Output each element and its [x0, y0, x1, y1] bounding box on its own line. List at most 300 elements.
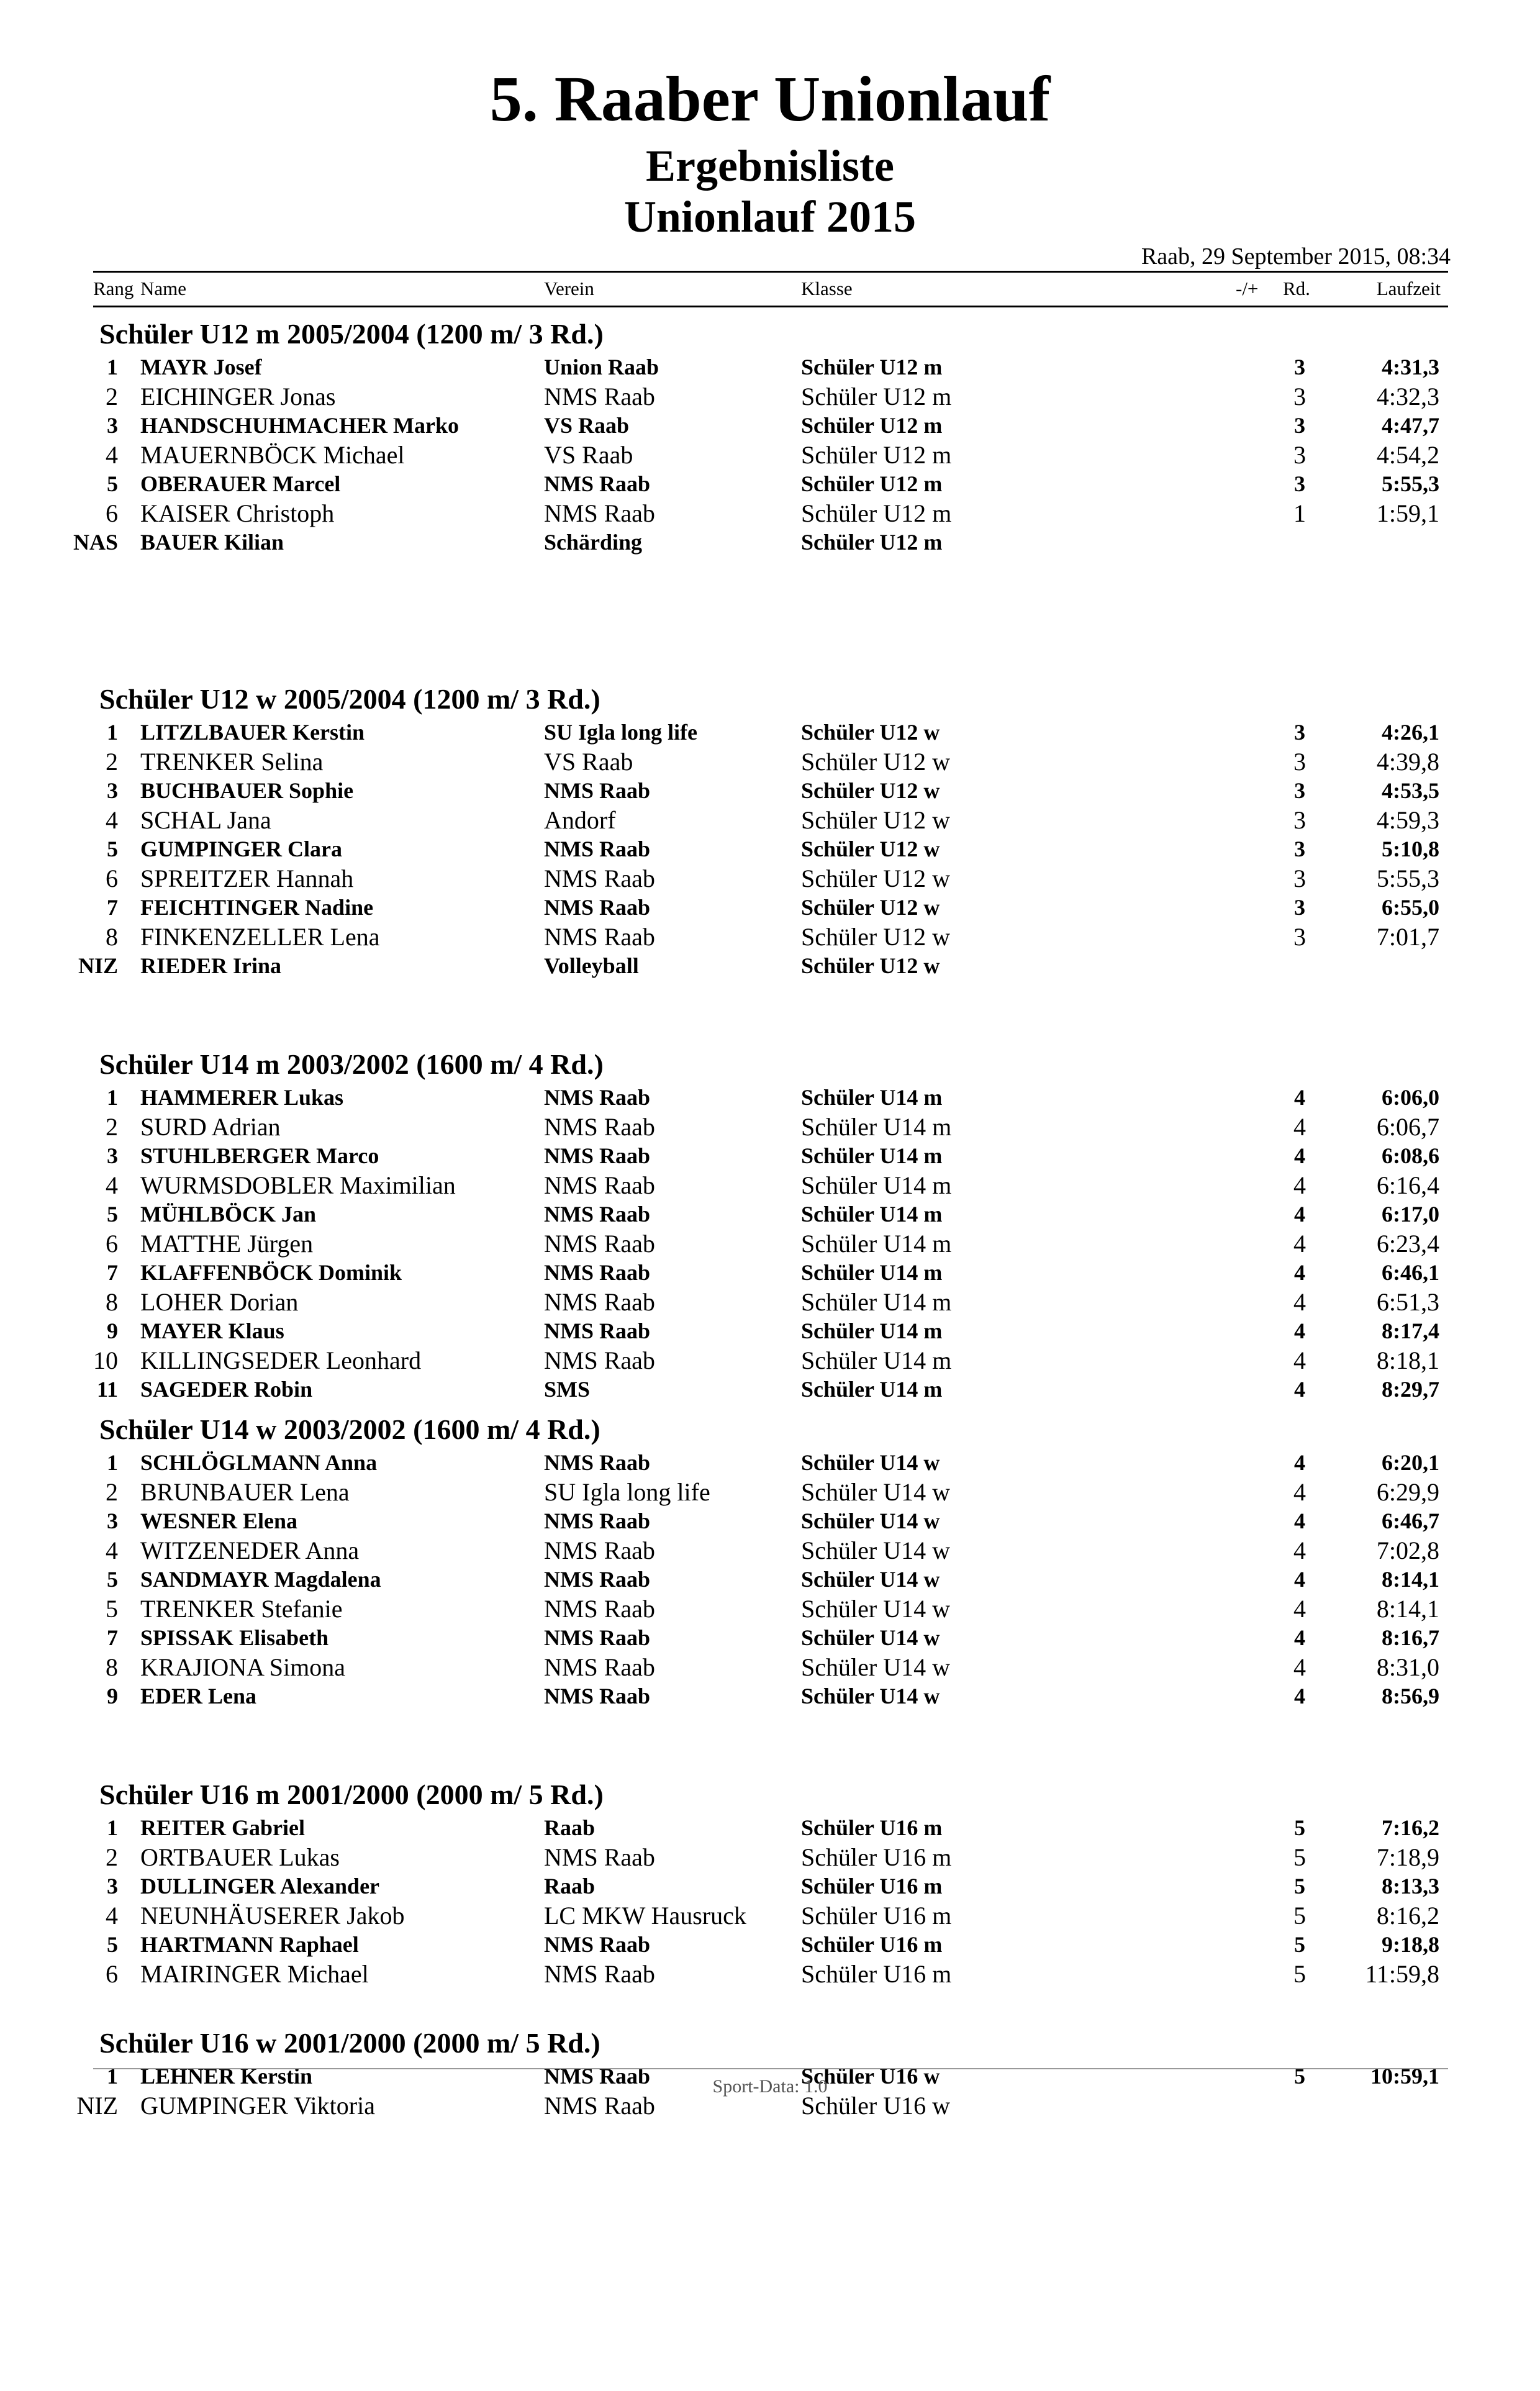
date-stamp: Raab, 29 September 2015, 08:34	[1141, 243, 1451, 270]
section-rows	[0, 1448, 1540, 1711]
cell-rd: 4	[1293, 1346, 1306, 1374]
cell-time: 7:02,8	[1376, 1536, 1439, 1564]
result-section	[0, 682, 1540, 1047]
cell-rd: 5	[1294, 1932, 1305, 1957]
cell-name: HARTMANN Raphael	[140, 1932, 359, 1957]
cell-time: 4:53,5	[1382, 778, 1439, 803]
cell-name: HANDSCHUHMACHER Marko	[140, 413, 459, 438]
cell-name: GUMPINGER Viktoria	[140, 2092, 375, 2120]
cell-name: WESNER Elena	[140, 1509, 298, 1533]
cell-time: 6:29,9	[1376, 1478, 1439, 1506]
cell-rd: 4	[1293, 1113, 1306, 1141]
cell-rd: 4	[1294, 1318, 1305, 1343]
cell-klasse: Schüler U14 w	[801, 1509, 940, 1533]
result-row	[0, 1287, 1540, 1317]
cell-time: 8:56,9	[1382, 1684, 1439, 1708]
cell-klasse: Schüler U14 m	[801, 1113, 952, 1141]
cell-rank: 9	[107, 1684, 118, 1708]
cell-rank: 3	[107, 413, 118, 438]
cell-rank: 6	[106, 864, 118, 892]
result-row	[0, 1112, 1540, 1141]
cell-klasse: Schüler U12 m	[801, 471, 943, 496]
cell-time: 8:18,1	[1376, 1346, 1439, 1374]
cell-club: NMS Raab	[544, 837, 651, 861]
cell-rd: 3	[1294, 413, 1305, 438]
cell-rd: 3	[1294, 720, 1305, 745]
section-title: Schüler U12 m 2005/2004 (1200 m/ 3 Rd.)	[99, 318, 604, 350]
cell-name: WURMSDOBLER Maximilian	[140, 1171, 456, 1199]
cell-time: 11:59,8	[1365, 1960, 1439, 1988]
cell-name: LITZLBAUER Kerstin	[140, 720, 365, 745]
cell-rd: 3	[1293, 923, 1306, 951]
cell-name: KRAJIONA Simona	[140, 1653, 346, 1681]
result-row	[0, 1930, 1540, 1959]
cell-name: MAYER Klaus	[140, 1318, 284, 1343]
cell-club: NMS Raab	[544, 1143, 651, 1168]
cell-klasse: Schüler U14 w	[801, 1450, 940, 1475]
event-title: Unionlauf 2015	[623, 192, 917, 242]
cell-club: NMS Raab	[544, 1318, 651, 1343]
cell-name: SPREITZER Hannah	[140, 864, 354, 892]
cell-time: 6:46,1	[1382, 1260, 1439, 1285]
cell-time: 4:47,7	[1382, 413, 1439, 438]
cell-club: NMS Raab	[544, 1509, 651, 1533]
cell-rank: 3	[107, 1874, 118, 1899]
cell-klasse: Schüler U12 w	[801, 720, 940, 745]
cell-klasse: Schüler U12 w	[801, 778, 940, 803]
cell-rank: 2	[106, 748, 118, 776]
cell-klasse: Schüler U14 m	[801, 1171, 952, 1199]
cell-rd: 5	[1293, 1902, 1306, 1930]
section-rows	[0, 718, 1540, 981]
cell-rd: 4	[1294, 1143, 1305, 1168]
cell-rank: 4	[106, 1171, 118, 1199]
cell-rd: 3	[1293, 441, 1306, 469]
cell-klasse: Schüler U16 m	[801, 1960, 952, 1988]
cell-rd: 5	[1294, 1815, 1305, 1840]
cell-rank: 4	[106, 1536, 118, 1564]
cell-name: WITZENEDER Anna	[140, 1536, 360, 1564]
cell-time: 6:20,1	[1382, 1450, 1439, 1475]
result-row	[0, 718, 1540, 747]
result-row	[0, 1083, 1540, 1112]
cell-klasse: Schüler U14 m	[801, 1377, 943, 1402]
cell-rank: 4	[106, 441, 118, 469]
cell-time: 8:14,1	[1382, 1567, 1439, 1592]
result-row	[0, 411, 1540, 440]
cell-klasse: Schüler U14 w	[801, 1536, 950, 1564]
cell-rank: 10	[93, 1346, 118, 1374]
cell-time: 5:55,3	[1376, 864, 1439, 892]
cell-time: 6:08,6	[1382, 1143, 1439, 1168]
section-title: Schüler U14 w 2003/2002 (1600 m/ 4 Rd.)	[99, 1413, 600, 1445]
cell-club: NMS Raab	[544, 864, 655, 892]
cell-time: 6:23,4	[1376, 1230, 1439, 1258]
result-row	[0, 922, 1540, 951]
cell-time: 8:16,7	[1382, 1625, 1439, 1650]
cell-time: 10:59,1	[1370, 2064, 1439, 2089]
cell-name: DULLINGER Alexander	[140, 1874, 380, 1899]
cell-rank: 4	[106, 1902, 118, 1930]
cell-klasse: Schüler U14 m	[801, 1288, 952, 1316]
cell-rank: 11	[96, 1377, 118, 1402]
page-subtitle: Ergebnisliste	[645, 141, 894, 191]
cell-name: HAMMERER Lukas	[140, 1085, 344, 1110]
cell-name: MAYR Josef	[140, 355, 262, 379]
result-section	[0, 1777, 1540, 2026]
cell-club: NMS Raab	[544, 1085, 651, 1110]
cell-rank: 3	[107, 1509, 118, 1533]
cell-time: 9:18,8	[1382, 1932, 1439, 1957]
cell-club: NMS Raab	[544, 1843, 655, 1871]
cell-club: NMS Raab	[544, 383, 655, 411]
cell-klasse: Schüler U12 w	[801, 953, 940, 978]
col-name: Name	[140, 278, 187, 299]
cell-name: MATTHE Jürgen	[140, 1230, 314, 1258]
column-header-row	[0, 278, 1540, 302]
cell-rank: 2	[106, 1113, 118, 1141]
cell-time: 7:01,7	[1376, 923, 1439, 951]
cell-rd: 4	[1293, 1536, 1306, 1564]
result-row	[0, 1141, 1540, 1171]
cell-rank: 5	[107, 837, 118, 861]
cell-name: RIEDER Irina	[140, 953, 282, 978]
cell-rd: 4	[1294, 1509, 1305, 1533]
cell-klasse: Schüler U16 m	[801, 1902, 952, 1930]
cell-klasse: Schüler U12 m	[801, 499, 952, 527]
cell-name: SCHLÖGLMANN Anna	[140, 1450, 378, 1475]
cell-club: NMS Raab	[544, 1346, 655, 1374]
result-row	[0, 776, 1540, 805]
cell-klasse: Schüler U12 m	[801, 355, 943, 379]
cell-name: OBERAUER Marcel	[140, 471, 341, 496]
result-row	[0, 1843, 1540, 1872]
cell-name: NEUNHÄUSERER Jakob	[140, 1902, 405, 1930]
cell-rank: 1	[107, 1815, 118, 1840]
cell-rd: 3	[1293, 748, 1306, 776]
result-row	[0, 1959, 1540, 1989]
cell-rd: 4	[1294, 1260, 1305, 1285]
cell-club: NMS Raab	[544, 1171, 655, 1199]
cell-klasse: Schüler U16 m	[801, 1874, 943, 1899]
cell-rd: 3	[1294, 837, 1305, 861]
result-row	[0, 1901, 1540, 1930]
result-row	[0, 1594, 1540, 1623]
cell-name: SPISSAK Elisabeth	[140, 1625, 329, 1650]
cell-klasse: Schüler U14 w	[801, 1684, 940, 1708]
cell-rd: 4	[1293, 1171, 1306, 1199]
cell-rd: 3	[1293, 806, 1306, 834]
cell-klasse: Schüler U16 w	[801, 2064, 940, 2089]
cell-rank: 5	[106, 1595, 118, 1623]
result-row	[0, 470, 1540, 499]
cell-name: FINKENZELLER Lena	[140, 923, 380, 951]
cell-club: NMS Raab	[544, 1230, 655, 1258]
cell-rd: 5	[1294, 2064, 1305, 2089]
cell-time: 8:29,7	[1382, 1377, 1439, 1402]
cell-club: NMS Raab	[544, 923, 655, 951]
result-row	[0, 1653, 1540, 1682]
cell-rank: 2	[106, 383, 118, 411]
cell-club: LC MKW Hausruck	[544, 1902, 746, 1930]
result-row	[0, 1813, 1540, 1843]
cell-club: SMS	[544, 1377, 591, 1402]
cell-rd: 4	[1293, 1288, 1306, 1316]
cell-klasse: Schüler U12 w	[801, 748, 950, 776]
cell-klasse: Schüler U14 m	[801, 1346, 952, 1374]
cell-name: FEICHTINGER Nadine	[140, 895, 374, 920]
cell-name: MAUERNBÖCK Michael	[140, 441, 405, 469]
cell-time: 4:32,3	[1376, 383, 1439, 411]
cell-klasse: Schüler U14 m	[801, 1143, 943, 1168]
cell-rank: 1	[107, 355, 118, 379]
result-row	[0, 835, 1540, 864]
cell-name: ORTBAUER Lukas	[140, 1843, 340, 1871]
cell-rank: 2	[106, 1478, 118, 1506]
cell-klasse: Schüler U14 m	[801, 1202, 943, 1227]
footer-text: Sport-Data: 1.0	[712, 2076, 828, 2097]
result-row	[0, 864, 1540, 893]
cell-rd: 4	[1293, 1595, 1306, 1623]
cell-time: 8:14,1	[1376, 1595, 1439, 1623]
cell-club: NMS Raab	[544, 1595, 655, 1623]
cell-club: NMS Raab	[544, 1684, 651, 1708]
cell-name: STUHLBERGER Marco	[140, 1143, 379, 1168]
cell-rd: 4	[1294, 1684, 1305, 1708]
cell-klasse: Schüler U12 m	[801, 383, 952, 411]
cell-club: Volleyball	[544, 953, 639, 978]
cell-time: 6:06,0	[1382, 1085, 1439, 1110]
cell-time: 6:51,3	[1376, 1288, 1439, 1316]
cell-club: Union Raab	[544, 355, 659, 379]
col-verein: Verein	[544, 278, 594, 299]
footer-rule	[93, 2068, 1448, 2069]
result-row	[0, 1872, 1540, 1901]
cell-club: NMS Raab	[544, 471, 651, 496]
cell-rd: 4	[1294, 1625, 1305, 1650]
cell-klasse: Schüler U12 m	[801, 413, 943, 438]
cell-klasse: Schüler U16 w	[801, 2092, 950, 2120]
cell-name: TRENKER Stefanie	[140, 1595, 343, 1623]
result-row	[0, 1536, 1540, 1565]
col-rang: Rang	[93, 278, 134, 299]
cell-name: SURD Adrian	[140, 1113, 281, 1141]
result-section	[0, 1047, 1540, 1412]
cell-klasse: Schüler U14 w	[801, 1625, 940, 1650]
result-row	[0, 353, 1540, 382]
cell-club: NMS Raab	[544, 2064, 651, 2089]
cell-club: VS Raab	[544, 748, 633, 776]
cell-name: BRUNBAUER Lena	[140, 1478, 350, 1506]
result-row	[0, 951, 1540, 981]
cell-rd: 4	[1293, 1230, 1306, 1258]
col-klasse: Klasse	[801, 278, 853, 299]
result-row	[0, 1346, 1540, 1375]
cell-club: NMS Raab	[544, 778, 651, 803]
result-row	[0, 382, 1540, 411]
cell-klasse: Schüler U12 m	[801, 530, 943, 555]
cell-time: 8:16,2	[1376, 1902, 1439, 1930]
cell-club: NMS Raab	[544, 1113, 655, 1141]
cell-time: 1:59,1	[1376, 499, 1439, 527]
cell-name: KAISER Christoph	[140, 499, 335, 527]
section-title: Schüler U16 w 2001/2000 (2000 m/ 5 Rd.)	[99, 2027, 600, 2059]
result-row	[0, 1623, 1540, 1653]
cell-time: 6:17,0	[1382, 1202, 1439, 1227]
result-section	[0, 317, 1540, 682]
cell-rank: 4	[106, 806, 118, 834]
cell-rank: 1	[107, 1085, 118, 1110]
cell-name: MÜHLBÖCK Jan	[140, 1202, 317, 1227]
section-rows	[0, 1083, 1540, 1404]
cell-klasse: Schüler U16 m	[801, 1815, 943, 1840]
col-laufzeit: Laufzeit	[1376, 278, 1441, 299]
cell-rank: NIZ	[76, 2092, 118, 2120]
cell-club: NMS Raab	[544, 1202, 651, 1227]
cell-name: LEHNER Kerstin	[140, 2064, 313, 2089]
cell-rd: 3	[1294, 895, 1305, 920]
cell-time: 4:39,8	[1376, 748, 1439, 776]
result-section	[0, 1412, 1540, 1777]
cell-rd: 3	[1294, 778, 1305, 803]
result-row	[0, 1200, 1540, 1229]
result-row	[0, 1258, 1540, 1287]
result-row	[0, 1375, 1540, 1404]
section-title: Schüler U12 w 2005/2004 (1200 m/ 3 Rd.)	[99, 683, 600, 715]
section-title: Schüler U16 m 2001/2000 (2000 m/ 5 Rd.)	[99, 1779, 604, 1810]
cell-klasse: Schüler U12 w	[801, 895, 940, 920]
cell-klasse: Schüler U12 w	[801, 923, 950, 951]
cell-name: REITER Gabriel	[140, 1815, 306, 1840]
cell-rank: 7	[107, 895, 118, 920]
cell-name: BUCHBAUER Sophie	[140, 778, 354, 803]
section-rows	[0, 1813, 1540, 1989]
cell-time: 5:55,3	[1382, 471, 1439, 496]
section-title: Schüler U14 m 2003/2002 (1600 m/ 4 Rd.)	[99, 1048, 604, 1080]
result-row	[0, 1171, 1540, 1200]
cell-klasse: Schüler U14 w	[801, 1478, 950, 1506]
header-rule-top	[93, 271, 1448, 273]
cell-club: NMS Raab	[544, 1450, 651, 1475]
cell-rank: 2	[106, 1843, 118, 1871]
cell-klasse: Schüler U12 m	[801, 441, 952, 469]
cell-klasse: Schüler U14 w	[801, 1567, 940, 1592]
cell-rank: 6	[106, 1230, 118, 1258]
result-row	[0, 1507, 1540, 1536]
cell-time: 6:16,4	[1376, 1171, 1439, 1199]
cell-rank: 6	[106, 1960, 118, 1988]
cell-rank: 1	[107, 1450, 118, 1475]
cell-time: 4:31,3	[1382, 355, 1439, 379]
cell-klasse: Schüler U12 w	[801, 806, 950, 834]
result-row	[0, 1682, 1540, 1711]
cell-club: NMS Raab	[544, 895, 651, 920]
cell-time: 7:16,2	[1382, 1815, 1439, 1840]
cell-club: SU Igla long life	[544, 1478, 710, 1506]
cell-rd: 3	[1293, 383, 1306, 411]
cell-rank: NAS	[73, 530, 118, 555]
cell-rd: 5	[1293, 1843, 1306, 1871]
cell-club: Raab	[544, 1815, 596, 1840]
cell-rank: 3	[107, 1143, 118, 1168]
cell-time: 8:13,3	[1382, 1874, 1439, 1899]
cell-name: GUMPINGER Clara	[140, 837, 342, 861]
cell-rank: NIZ	[78, 953, 118, 978]
cell-club: NMS Raab	[544, 2092, 655, 2120]
col-diff: -/+	[1236, 278, 1259, 299]
cell-klasse: Schüler U12 w	[801, 837, 940, 861]
cell-name: KLAFFENBÖCK Dominik	[140, 1260, 402, 1285]
cell-rd: 4	[1293, 1653, 1306, 1681]
cell-rd: 4	[1294, 1567, 1305, 1592]
result-row	[0, 1477, 1540, 1507]
cell-name: SAGEDER Robin	[140, 1377, 313, 1402]
cell-time: 4:54,2	[1376, 441, 1439, 469]
result-row	[0, 1317, 1540, 1346]
cell-rd: 3	[1293, 864, 1306, 892]
result-row	[0, 499, 1540, 528]
cell-club: NMS Raab	[544, 499, 655, 527]
result-row	[0, 805, 1540, 835]
cell-rd: 4	[1294, 1377, 1305, 1402]
cell-rd: 4	[1294, 1202, 1305, 1227]
cell-club: NMS Raab	[544, 1288, 655, 1316]
cell-time: 7:18,9	[1376, 1843, 1439, 1871]
result-row	[0, 440, 1540, 470]
page-title: 5. Raaber Unionlauf	[489, 63, 1051, 135]
cell-club: VS Raab	[544, 441, 633, 469]
section-rows	[0, 353, 1540, 557]
cell-club: Schärding	[544, 530, 643, 555]
cell-name: SANDMAYR Magdalena	[140, 1567, 381, 1592]
cell-club: NMS Raab	[544, 1932, 651, 1957]
cell-rd: 5	[1294, 1874, 1305, 1899]
cell-time: 4:59,3	[1376, 806, 1439, 834]
cell-club: NMS Raab	[544, 1536, 655, 1564]
cell-rd: 3	[1294, 471, 1305, 496]
cell-rd: 1	[1293, 499, 1306, 527]
cell-rank: 8	[106, 923, 118, 951]
cell-club: NMS Raab	[544, 1960, 655, 1988]
cell-club: Andorf	[544, 806, 616, 834]
col-rd: Rd.	[1283, 278, 1310, 299]
cell-club: SU Igla long life	[544, 720, 698, 745]
cell-klasse: Schüler U12 w	[801, 864, 950, 892]
cell-rank: 7	[107, 1625, 118, 1650]
cell-rank: 6	[106, 499, 118, 527]
cell-klasse: Schüler U14 m	[801, 1230, 952, 1258]
cell-club: NMS Raab	[544, 1653, 655, 1681]
cell-rd: 5	[1293, 1960, 1306, 1988]
cell-name: KILLINGSEDER Leonhard	[140, 1346, 422, 1374]
result-row	[0, 893, 1540, 922]
cell-name: EDER Lena	[140, 1684, 257, 1708]
cell-rank: 8	[106, 1288, 118, 1316]
cell-time: 8:17,4	[1382, 1318, 1439, 1343]
result-row	[0, 1448, 1540, 1477]
cell-club: Raab	[544, 1874, 596, 1899]
cell-name: BAUER Kilian	[140, 530, 284, 555]
cell-name: SCHAL Jana	[140, 806, 271, 834]
result-row	[0, 1565, 1540, 1594]
cell-klasse: Schüler U14 m	[801, 1260, 943, 1285]
cell-club: VS Raab	[544, 413, 630, 438]
cell-rank: 5	[107, 1202, 118, 1227]
cell-rank: 8	[106, 1653, 118, 1681]
cell-rd: 4	[1293, 1478, 1306, 1506]
cell-rank: 5	[107, 1932, 118, 1957]
cell-name: EICHINGER Jonas	[140, 383, 336, 411]
